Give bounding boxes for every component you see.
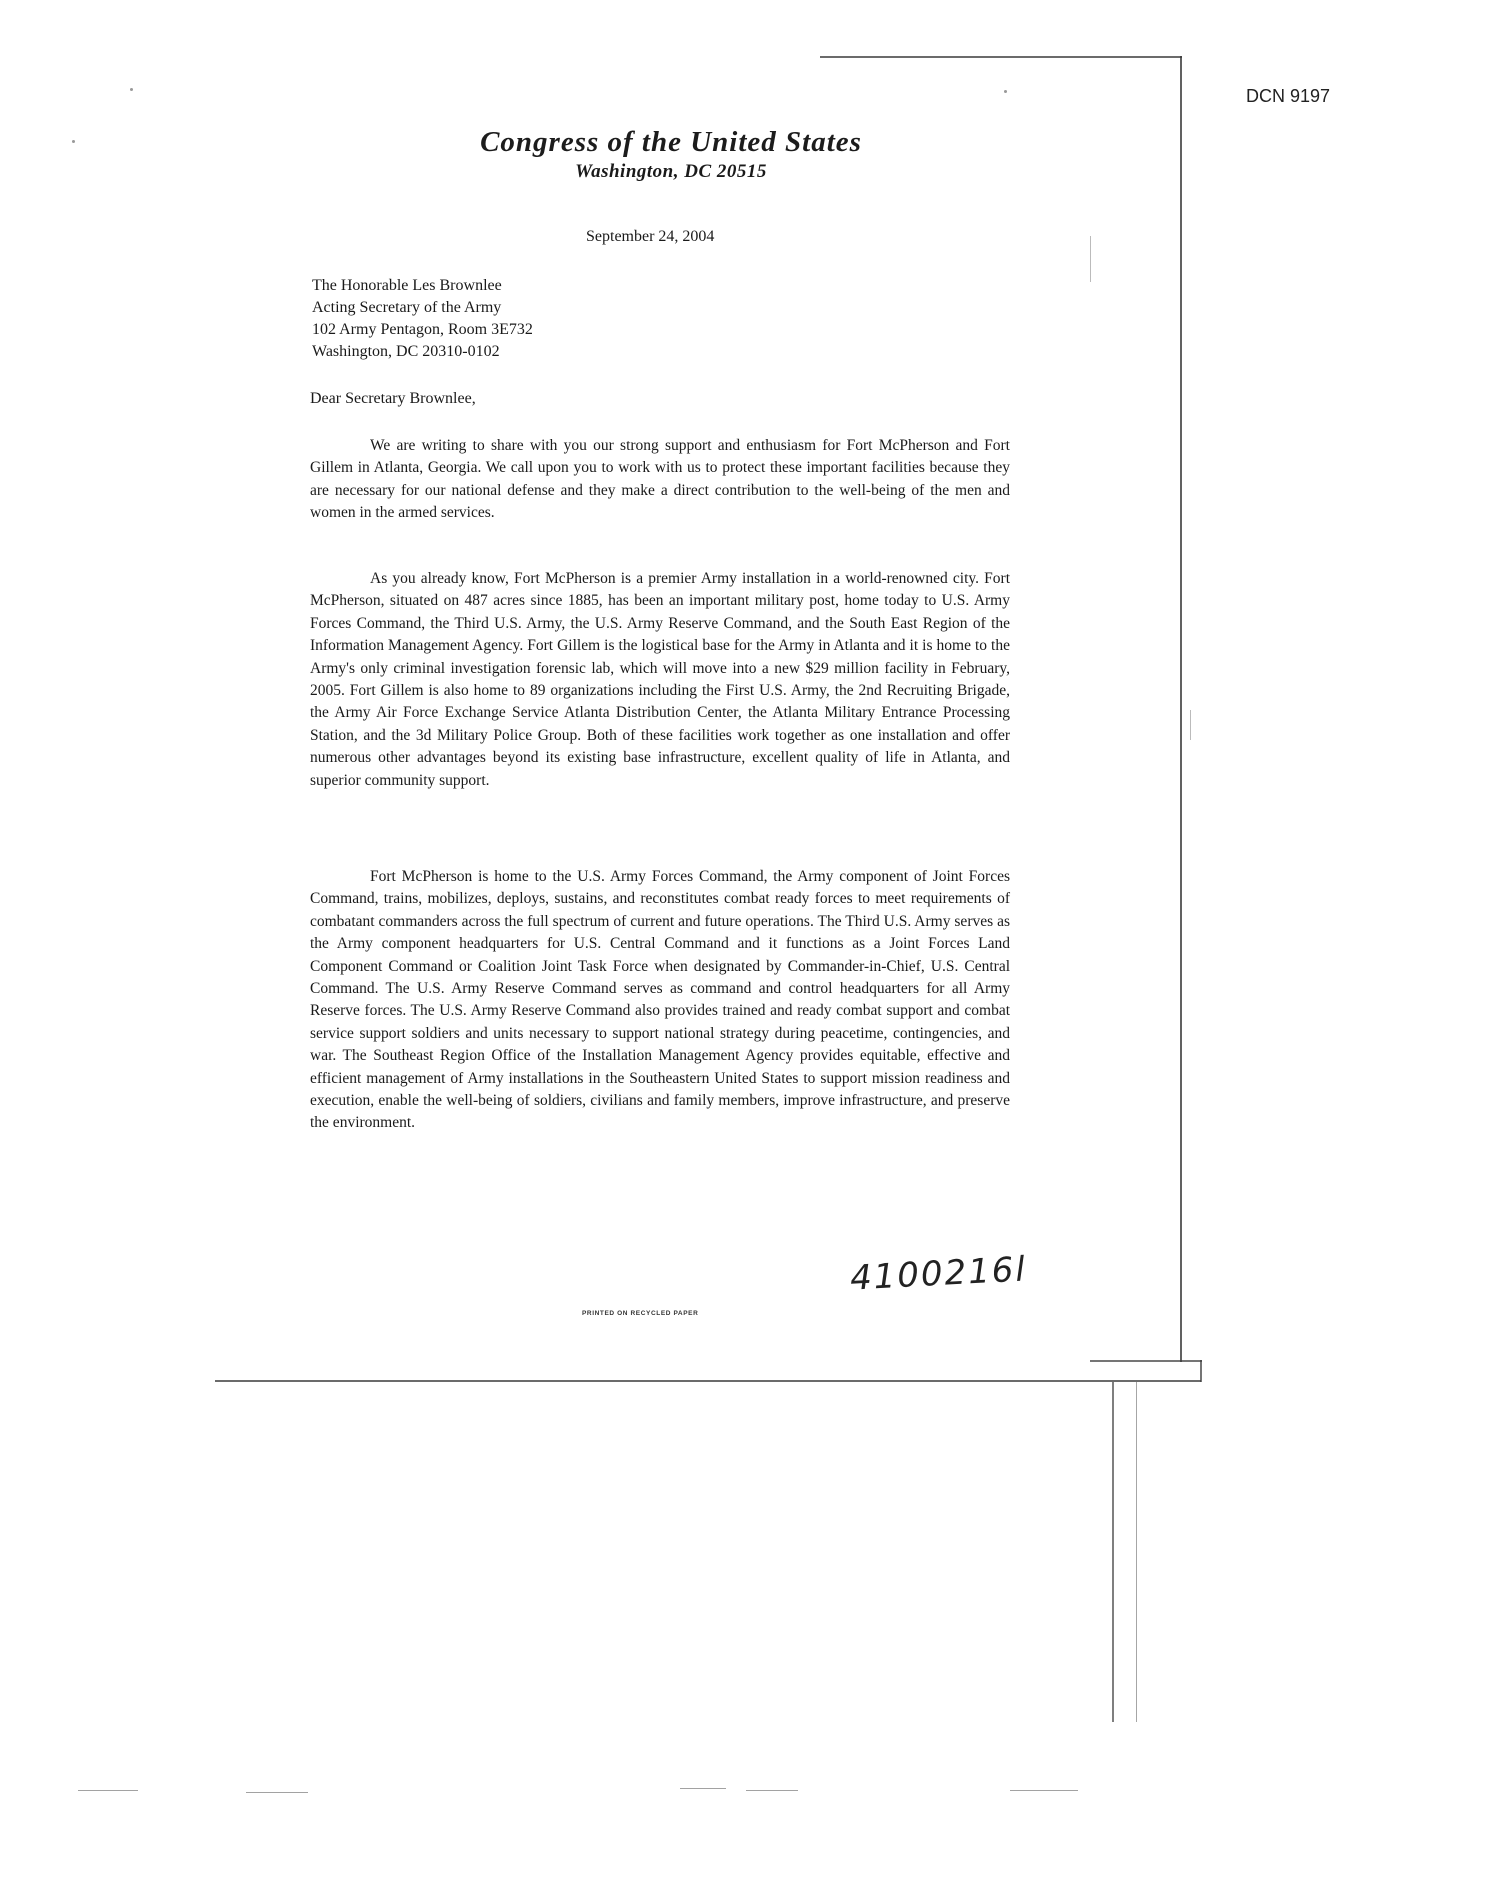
- letterhead-city: Washington, DC 20515: [575, 161, 767, 182]
- page-edge-corner: [1200, 1360, 1202, 1382]
- body-paragraph-2: As you already know, Fort McPherson is a premier Army installation in a world-renowned city. Fort McPherson, situated on 487 acres since 1885, has been an important military post, home today to U.S. Army Forces Command, the Third U.S. Army, the U.S. Army Reserve Command, and the South East Region of the Information Management Agency. Fort Gillem is the logistical base for the Army in Atlanta and it is home to the Army's only criminal investigation forensic lab, which will move into a new $29 million facility in February, 2005. Fort Gillem is also home to 89 organizations including the First U.S. Army, the 2nd Recruiting Brigade, the Army Air Force Exchange Service Atlanta Distribution Center, the Atlanta Military Entrance Processing Station, and the 3d Military Police Group. Both of these facilities work together as one installation and offer numerous other advantages beyond its existing base infrastructure, excellent quality of life in Atlanta, and superior community support.: [310, 570, 1010, 789]
- scan-speck: [1004, 90, 1007, 93]
- scan-speck: [130, 88, 133, 91]
- recipient-name: The Honorable Les Brownlee: [312, 277, 502, 294]
- scan-strip-line: [1136, 1382, 1137, 1722]
- scan-strip-line: [1112, 1382, 1114, 1722]
- recipient-address: [312, 275, 533, 363]
- scan-artifact-dash: [680, 1788, 726, 1789]
- recipient-city: Washington, DC 20310-0102: [312, 343, 500, 360]
- document-control-number: DCN 9197: [1246, 86, 1331, 106]
- recipient-street: 102 Army Pentagon, Room 3E732: [312, 321, 533, 338]
- letter-date: September 24, 2004: [586, 228, 715, 245]
- page-edge-bottom-offset: [1090, 1360, 1202, 1362]
- scan-artifact-dash: [1010, 1790, 1078, 1791]
- page-edge-top: [820, 56, 1182, 58]
- salutation: Dear Secretary Brownlee,: [310, 390, 476, 407]
- scan-artifact-dash: [78, 1790, 138, 1791]
- scan-artifact-dash: [746, 1790, 798, 1791]
- letterhead-title: Congress of the United States: [480, 126, 862, 158]
- body-paragraph-3: Fort McPherson is home to the U.S. Army Forces Command, the Army component of Joint Forces Command, trains, mobilizes, deploys, sustains, and reconstitutes combat ready forces to meet requirements of combatant commanders across the full spectrum of current and future operations. The Third U.S. Army serves as the Army component headquarters for U.S. Central Command and it functions as a Joint Forces Land Component Command or Coalition Joint Task Force when designated by Commander-in-Chief, U.S. Central Command. The U.S. Army Reserve Command serves as command and control headquarters for all Army Reserve forces. The U.S. Army Reserve Command also provides trained and ready combat support and combat service support soldiers and units necessary to support national strategy during peacetime, contingencies, and war. The Southeast Region Office of the Installation Management Agency provides equitable, effective and efficient management of Army installations in the Southeastern United States to support mission readiness and execution, enable the well-being of soldiers, civilians and family members, improve infrastructure, and preserve the environment.: [310, 868, 1010, 1132]
- scan-artifact-tick: [1090, 236, 1091, 282]
- body-paragraph-1: We are writing to share with you our strong support and enthusiasm for Fort McPherson and Fort Gillem in Atlanta, Georgia. We call upon you to work with us to protect these important facilities because they are necessary for our national defense and they make a direct contribution to the well-being of the men and women in the armed services.: [310, 437, 1010, 522]
- recycled-paper-note: PRINTED ON RECYCLED PAPER: [582, 1310, 699, 1317]
- recipient-title: Acting Secretary of the Army: [312, 299, 502, 316]
- page-edge-right: [1180, 56, 1182, 1362]
- scan-artifact-dash: [246, 1792, 308, 1793]
- handwritten-document-number: 4100216l: [849, 1249, 1028, 1299]
- letterhead: [0, 126, 1342, 183]
- page-edge-bottom: [215, 1380, 1201, 1382]
- scan-artifact-tick: [1190, 710, 1191, 740]
